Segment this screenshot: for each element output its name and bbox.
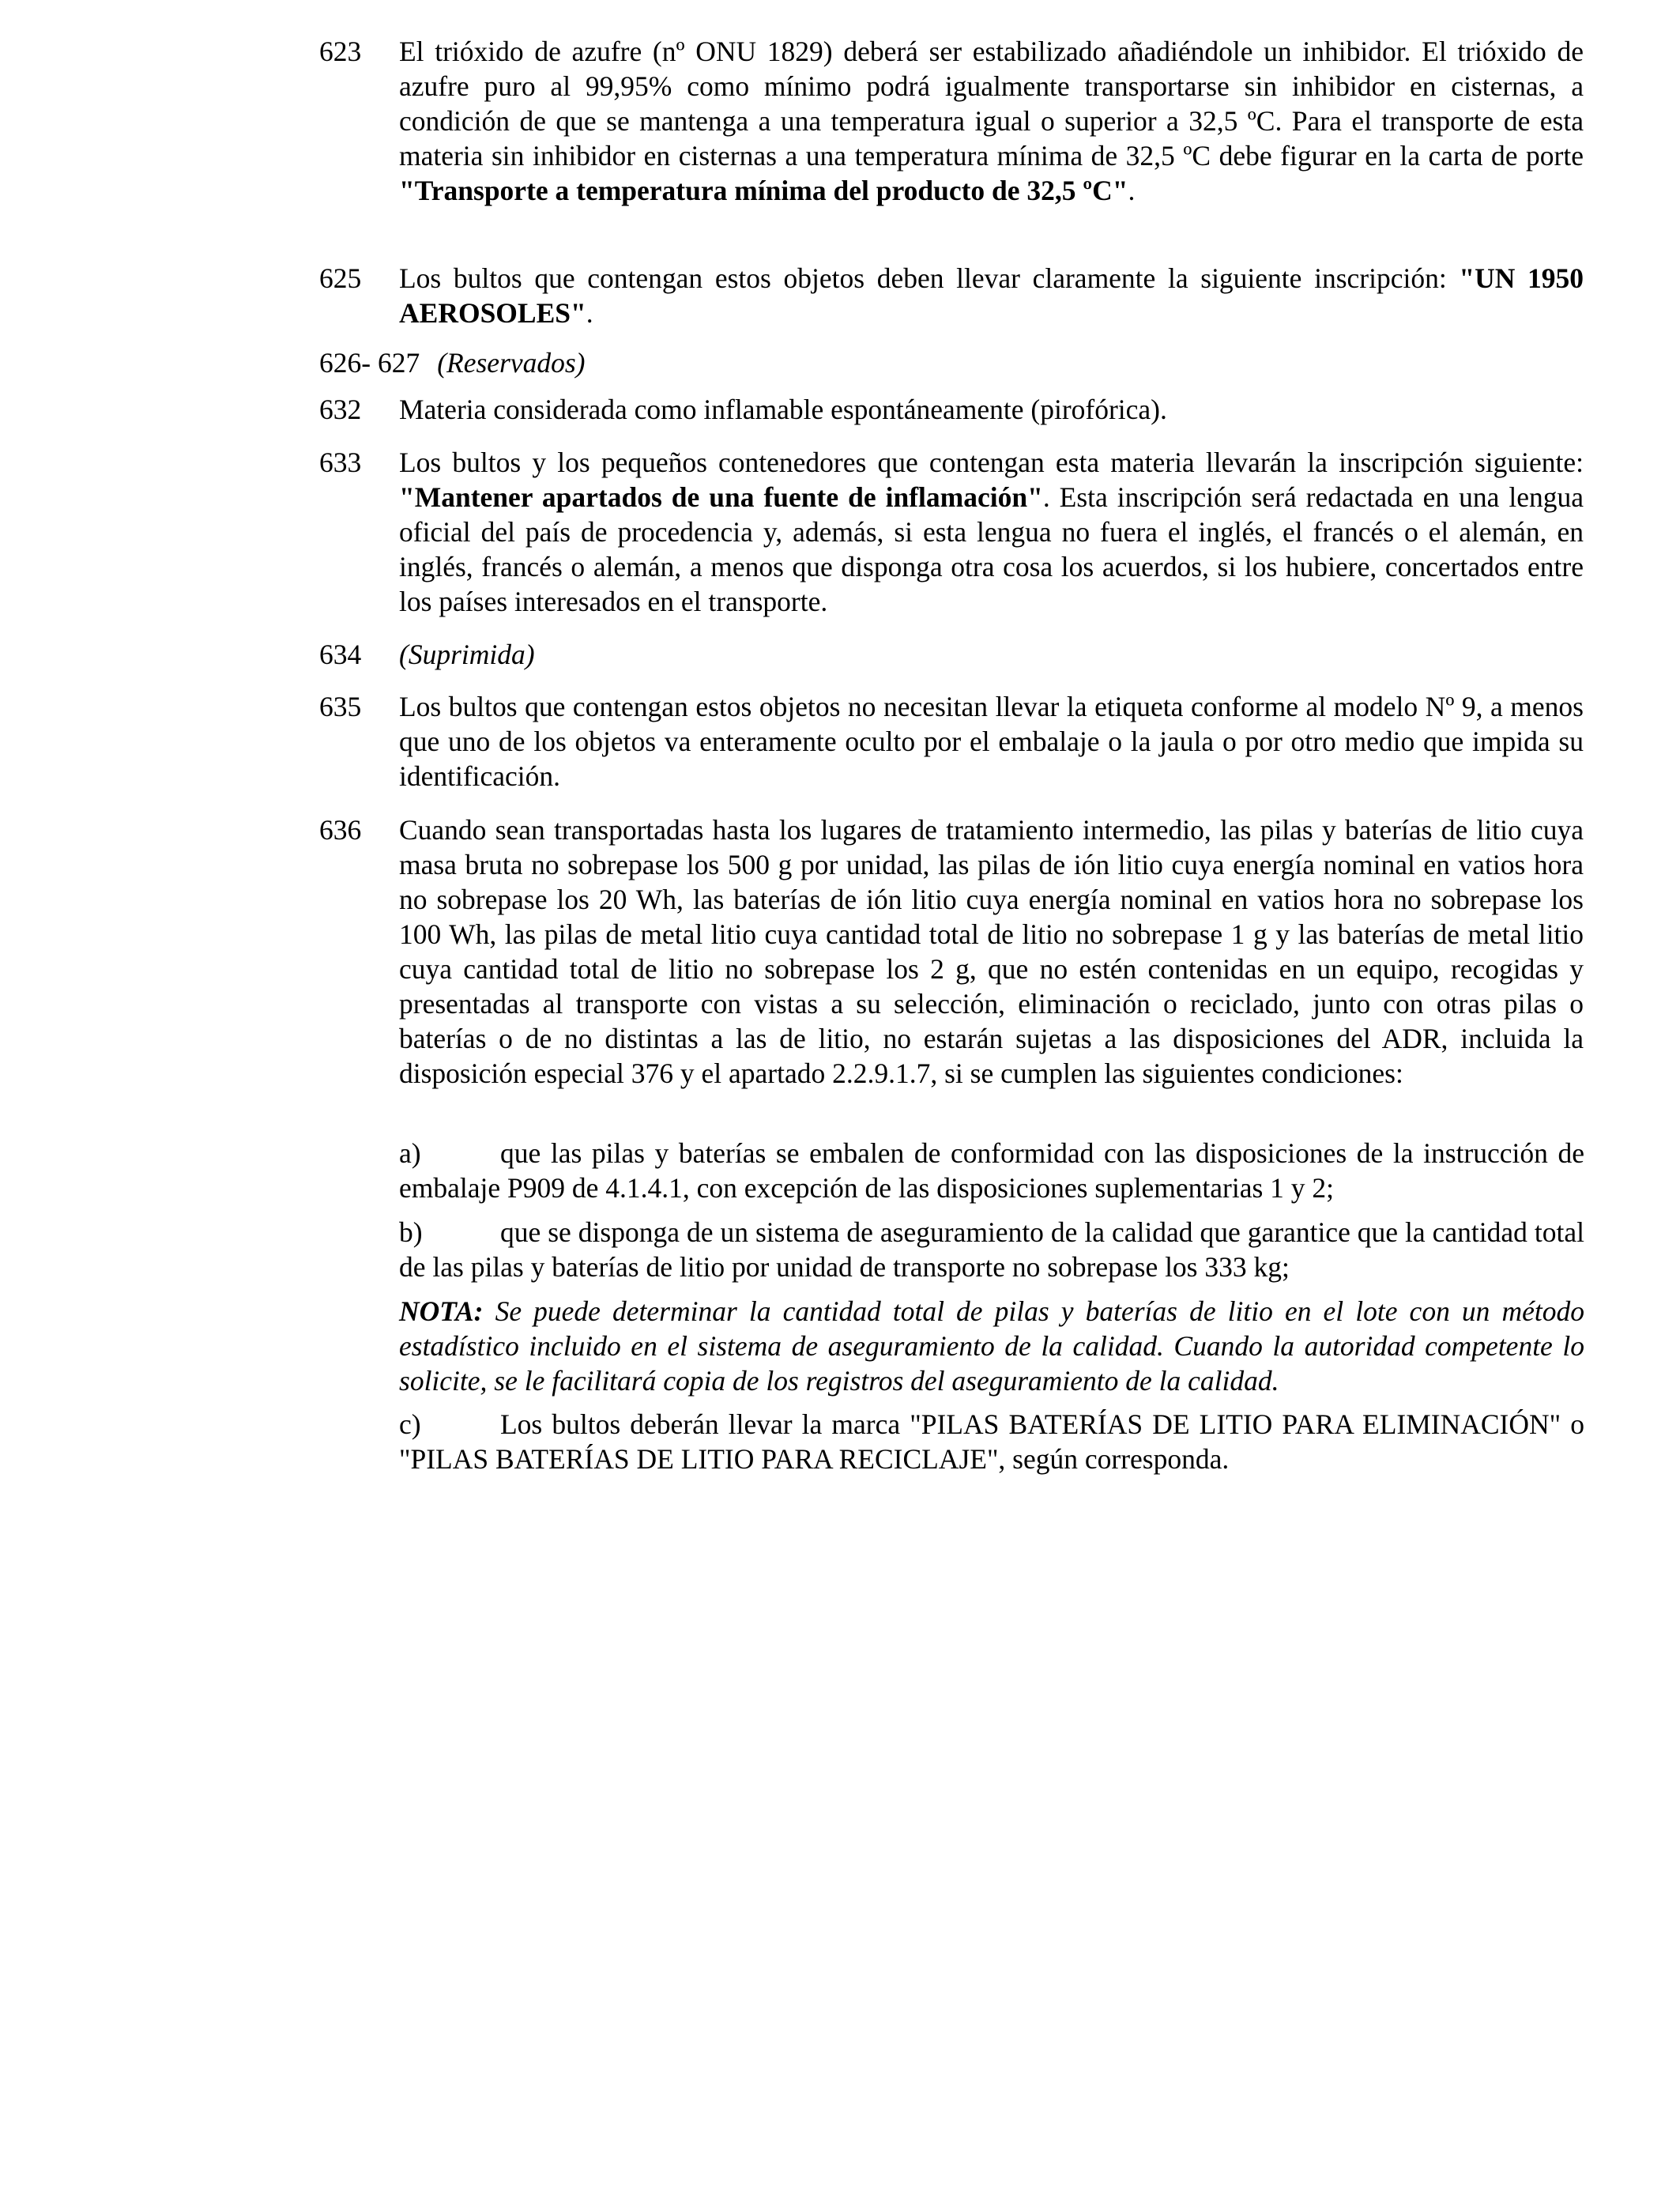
condition-c xyxy=(399,1407,1584,1476)
condition-label: b) xyxy=(399,1216,423,1248)
condition-label: a) xyxy=(399,1137,421,1169)
provision-number: 636 xyxy=(319,814,362,846)
reserved-note: (Reservados) xyxy=(437,347,586,379)
provision-623 xyxy=(319,34,1584,208)
provision-number: 633 xyxy=(319,447,362,478)
provision-626-627 xyxy=(319,345,1584,380)
provision-number: 623 xyxy=(319,36,362,67)
provision-636 xyxy=(319,812,1584,1091)
provision-text: El trióxido de azufre (nº ONU 1829) deberá ser estabilizado añadiéndole un inhibidor. El trióxido de azufre puro al 99,95% como mínimo podrá igualmente transportarse sin inhibidor en cisternas, a condición de que se mantenga a una temperatura igual o superior a 32,5 ºC. Para el transporte de esta materia sin inhibidor en cisternas a una temperatura mínima de 32,5 ºC debe figurar en la carta de porte "Transporte a temperatura mínima del producto de 32,5 ºC". xyxy=(399,36,1584,206)
provision-632 xyxy=(319,392,1584,427)
condition-text: Los bultos deberán llevar la marca "PILAS BATERÍAS DE LITIO PARA ELIMINACIÓN" o "PILAS BATERÍAS DE LITIO PARA RECICLAJE", según corresponda. xyxy=(399,1408,1584,1475)
nota-label: NOTA: xyxy=(399,1295,484,1327)
provision-number: 632 xyxy=(319,394,362,425)
condition-a xyxy=(399,1136,1584,1205)
required-marking: "Mantener apartados de una fuente de inflamación" xyxy=(399,481,1043,513)
provision-634 xyxy=(319,637,1584,672)
condition-label: c) xyxy=(399,1408,421,1440)
condition-text: que las pilas y baterías se embalen de conformidad con las disposiciones de la instrucción de embalaje P909 de 4.1.4.1, con excepción de las disposiciones suplementarias 1 y 2; xyxy=(399,1137,1584,1204)
provision-text: Los bultos que contengan estos objetos no necesitan llevar la etiqueta conforme al modelo Nº 9, a menos que uno de los objetos va enteramente oculto por el embalaje o la jaula o por otro medio que impida su identificación. xyxy=(399,691,1584,792)
nota-text: Se puede determinar la cantidad total de pilas y baterías de litio en el lote con un método estadístico incluido en el sistema de aseguramiento de la calidad. Cuando la autoridad competente lo solicite, se le facilitará copia de los registros del aseguramiento de la calidad. xyxy=(399,1295,1584,1397)
required-marking: "Transporte a temperatura mínima del producto de 32,5 ºC" xyxy=(399,175,1128,206)
provision-number: 634 xyxy=(319,639,362,670)
provision-text: Los bultos que contengan estos objetos deben llevar claramente la siguiente inscripción: "UN 1950 AEROSOLES". xyxy=(399,262,1584,329)
provision-625 xyxy=(319,261,1584,330)
provision-633 xyxy=(319,445,1584,619)
provision-text: Materia considerada como inflamable espontáneamente (pirofórica). xyxy=(399,394,1167,425)
nota-block xyxy=(399,1294,1584,1398)
provision-number: 625 xyxy=(319,262,362,294)
provision-number: 635 xyxy=(319,691,362,722)
provision-number: 626- 627 xyxy=(319,347,420,379)
provision-text: Cuando sean transportadas hasta los lugares de tratamiento intermedio, las pilas y baterías de litio cuya masa bruta no sobrepase los 500 g por unidad, las pilas de ión litio cuya energía nominal en vatios hora no sobrepase los 20 Wh, las baterías de ión litio cuya energía nominal en vatios hora no sobrepase los 100 Wh, las pilas de metal litio cuya cantidad total de litio no sobrepase 1 g y las baterías de metal litio cuya cantidad total de litio no sobrepase los 2 g, que no estén contenidas en un equipo, recogidas y presentadas al transporte con vistas a su selección, eliminación o reciclado, junto con otras pilas o baterías o de no distintas a las de litio, no estarán sujetas a las disposiciones del ADR, incluida la disposición especial 376 y el apartado 2.2.9.1.7, si se cumplen las siguientes condiciones: xyxy=(399,814,1584,1089)
condition-text: que se disponga de un sistema de aseguramiento de la calidad que garantice que la cantidad total de las pilas y baterías de litio por unidad de transporte no sobrepase los 333 kg; xyxy=(399,1216,1584,1283)
provision-text: Los bultos y los pequeños contenedores que contengan esta materia llevarán la inscripción siguiente: "Mantener apartados de una fuente de inflamación". Esta inscripción será redactada en una lengua oficial del país de procedencia y, además, si esta lengua no fuera el inglés, el francés o el alemán, en inglés, francés o alemán, a menos que disponga otra cosa los acuerdos, si los hubiere, concertados entre los países interesados en el transporte. xyxy=(399,447,1584,617)
required-marking: "UN 1950 AEROSOLES" xyxy=(399,262,1584,329)
condition-b xyxy=(399,1215,1584,1284)
suppressed-note: (Suprimida) xyxy=(399,639,535,670)
provision-635 xyxy=(319,689,1584,794)
